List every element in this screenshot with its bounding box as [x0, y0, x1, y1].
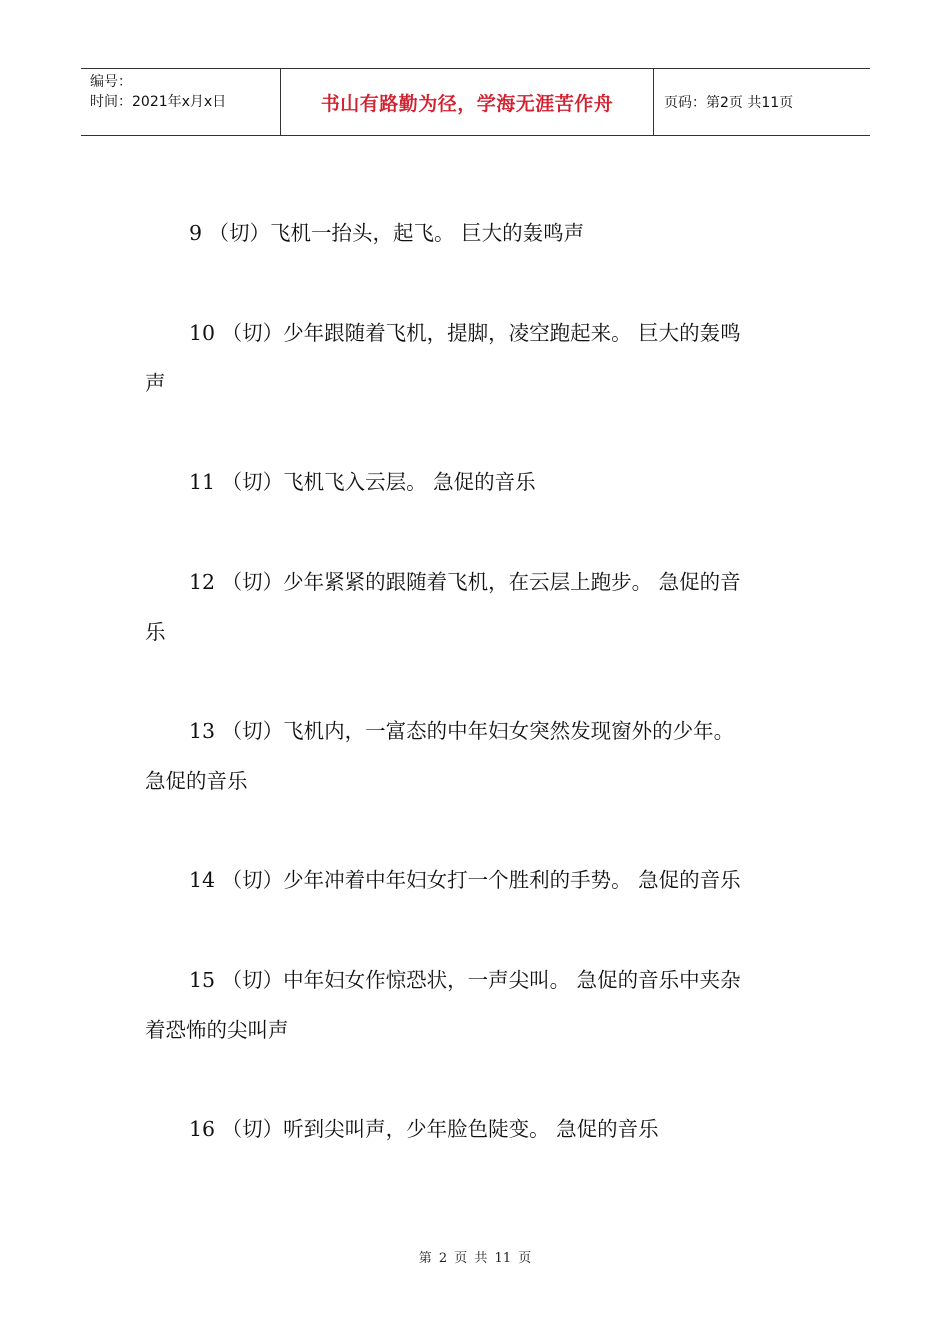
document-time-label: 时间：2021年x月x日 [90, 94, 227, 110]
script-line-16: 16 （切）听到尖叫声，少年脸色陡变。 急促的音乐 [189, 1117, 659, 1141]
document-number-label: 编号： [90, 74, 132, 90]
script-line-9: 9 （切）飞机一抬头，起飞。 巨大的轰鸣声 [189, 221, 585, 245]
header-motto: 书山有路勤为径，学海无涯苦作舟 [281, 69, 654, 135]
script-line-11: 11 （切）飞机飞入云层。 急促的音乐 [189, 470, 536, 494]
page-header [81, 68, 870, 136]
script-line-12-continued: 乐 [145, 620, 166, 644]
script-line-14: 14 （切）少年冲着中年妇女打一个胜利的手势。 急促的音乐 [189, 868, 741, 892]
script-line-13-continued: 急促的音乐 [145, 769, 248, 793]
header-meta [81, 69, 281, 135]
page-footer: 第 2 页 共 11 页 [418, 1251, 532, 1266]
header-page-info: 页码：第2页 共11页 [664, 95, 794, 111]
script-line-13: 13 （切）飞机内，一富态的中年妇女突然发现窗外的少年。 [189, 719, 735, 743]
script-line-15: 15 （切）中年妇女作惊恐状，一声尖叫。 急促的音乐中夹杂 [189, 968, 741, 992]
script-line-10: 10 （切）少年跟随着飞机，提脚，凌空跑起来。 巨大的轰鸣 [189, 321, 741, 345]
script-line-15-continued: 着恐怖的尖叫声 [145, 1018, 289, 1042]
script-line-10-continued: 声 [145, 371, 166, 395]
script-line-12: 12 （切）少年紧紧的跟随着飞机，在云层上跑步。 急促的音 [189, 570, 741, 594]
